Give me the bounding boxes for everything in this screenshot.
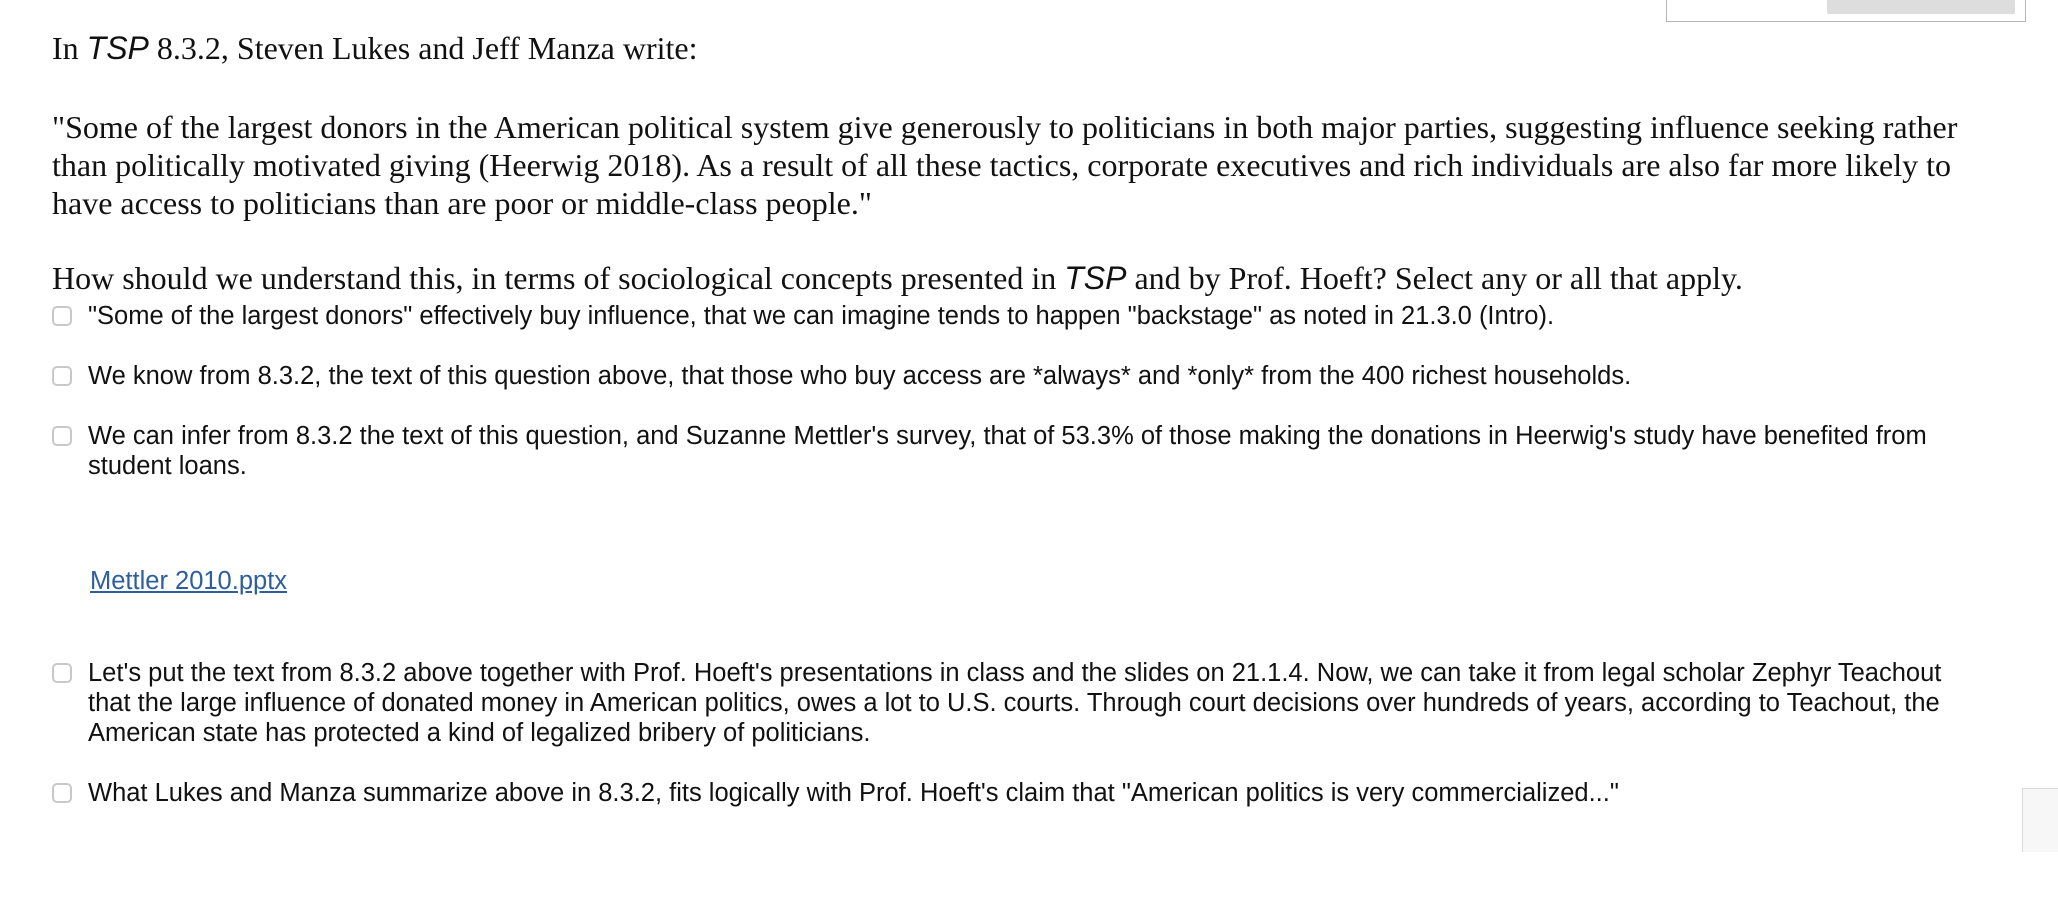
question-intro (52, 28, 1972, 68)
answer-option-5-text: What Lukes and Manza summarize above in 8.3.2, fits logically with Prof. Hoeft's claim that "American politics is very commercialized..." (88, 779, 1619, 807)
answer-option-4-text: Let's put the text from 8.3.2 above together with Prof. Hoeft's presentations in class and the slides on 21.1.4. Now, we can take it from legal scholar Zephyr Teachout that the large influence of donated money in American politics, owes a lot to U.S. courts. Through court decisions over hundreds of years, according to Teachout, the American state has protected a kind of legalized bribery of politicians. (88, 659, 1942, 747)
answer-option-2[interactable] (52, 361, 1972, 391)
answer-checkbox-1[interactable] (52, 306, 72, 326)
prompt-prefix: How should we understand this, in terms of sociological concepts presented in (52, 260, 1065, 296)
answer-checkbox-4[interactable] (52, 663, 72, 683)
tsp-abbrev: TSP (86, 30, 149, 66)
tsp-abbrev-prompt: TSP (1064, 260, 1127, 296)
top-right-panel-button[interactable] (1827, 0, 2015, 14)
top-right-panel (1666, 0, 2026, 22)
answer-option-1-text: "Some of the largest donors" effectively buy influence, that we can imagine tends to happen "backstage" as noted in 21.3.0 (Intro). (88, 302, 1555, 330)
quote-text: "Some of the largest donors in the American political system give generously to politicians in both major parties, suggesting influence seeking rather than politically motivated giving (Heerwig 2018). As a result of all these tactics, corporate executives and rich individuals are also far more likely to have access to politicians than are poor or middle-class people." (52, 109, 1958, 221)
answer-option-3[interactable] (52, 421, 1972, 481)
answer-option-3-text: We can infer from 8.3.2 the text of this question, and Suzanne Mettler's survey, that of 53.3% of those making the donations in Heerwig's study have benefited from student loans. (88, 422, 1927, 480)
answer-option-5[interactable] (52, 778, 1972, 808)
mettler-attachment-link[interactable]: Mettler 2010.pptx (90, 567, 288, 595)
answer-checkbox-5[interactable] (52, 783, 72, 803)
prompt-suffix: and by Prof. Hoeft? Select any or all that apply. (1126, 260, 1743, 296)
right-side-panel-edge (2022, 788, 2058, 852)
answer-option-1[interactable] (52, 301, 1972, 331)
answer-option-4[interactable] (52, 658, 1972, 748)
intro-prefix: In (52, 30, 87, 66)
question-prompt (52, 258, 1952, 298)
answer-option-2-text: We know from 8.3.2, the text of this question above, that those who buy access are *always* and *only* from the 400 richest households. (88, 362, 1632, 390)
answer-checkbox-2[interactable] (52, 366, 72, 386)
answer-checkbox-3[interactable] (52, 426, 72, 446)
intro-suffix: 8.3.2, Steven Lukes and Jeff Manza write: (148, 30, 698, 66)
